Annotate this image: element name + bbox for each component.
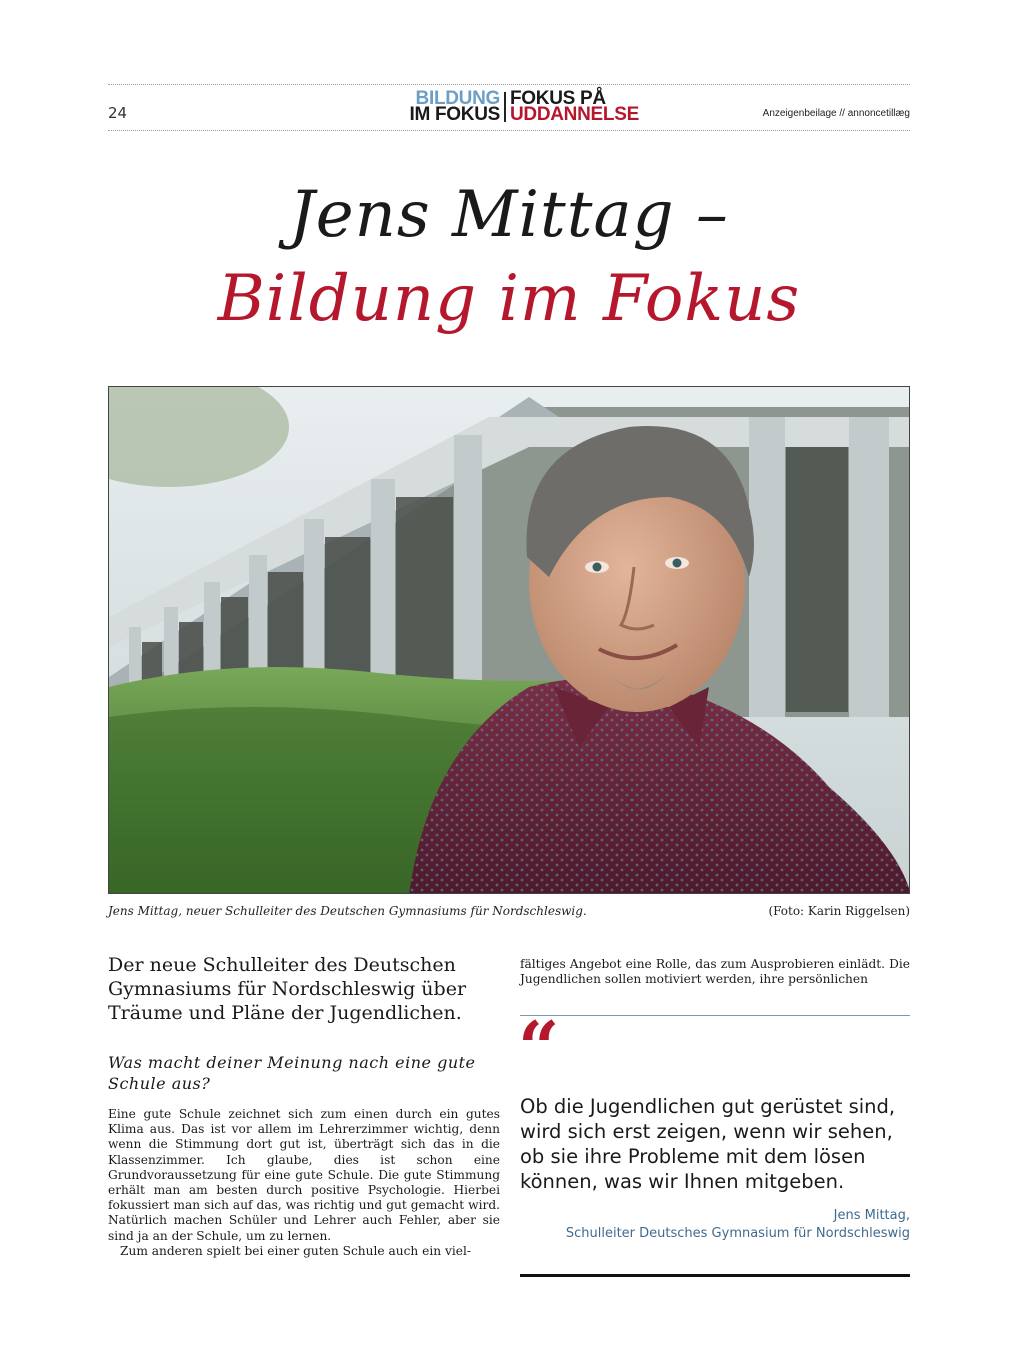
- body-paragraph-2-continued: fältiges Angebot eine Rolle, das zum Ausprobieren einlädt. Die Jugendlichen sollen motiviert werden, ihre persönlichen: [520, 957, 910, 987]
- portrait-photo: [108, 386, 910, 894]
- masthead-logo: [398, 89, 678, 127]
- header-rule-top: [108, 84, 910, 85]
- masthead-fokus-pa: FOKUS PÅ: [510, 88, 606, 109]
- quote-author-name: Jens Mittag,: [833, 1208, 910, 1223]
- photo-caption: Jens Mittag, neuer Schulleiter des Deutschen Gymnasiums für Nordschleswig.: [108, 904, 587, 918]
- interview-question: Was macht deiner Meinung nach eine gute Schule aus?: [108, 1053, 476, 1093]
- body-paragraph-2-start: Zum anderen spielt bei einer guten Schule auch ein viel-: [120, 1243, 471, 1258]
- article-body-column-1: [108, 1107, 500, 1259]
- page-number: 24: [108, 104, 128, 122]
- masthead-im-fokus: IM FOKUS: [409, 104, 500, 125]
- headline-name: Jens Mittag –: [289, 178, 729, 252]
- article-lead: Der neue Schulleiter des Deutschen Gymnasiums für Nordschleswig über Träume und Pläne der Jugendlichen.: [108, 954, 467, 1024]
- supplement-label: Anzeigenbeilage // annoncetillæg: [762, 108, 910, 119]
- quote-rule-top: [520, 1015, 910, 1016]
- photo-credit: (Foto: Karin Riggelsen): [768, 904, 910, 918]
- quote-rule-bottom: [520, 1274, 910, 1277]
- headline-subtitle: Bildung im Fokus: [217, 262, 801, 336]
- header-rule-bottom: [108, 130, 910, 131]
- pull-quote-text: Ob die Jugendlichen gut gerüstet sind, wird sich erst zeigen, wenn wir sehen, ob sie ihre Probleme mit dem lösen können, was wir Ihnen mitgeben.: [520, 1095, 896, 1193]
- masthead-uddannelse: UDDANNELSE: [510, 104, 639, 125]
- masthead-separator: [504, 92, 506, 122]
- body-paragraph-1: Eine gute Schule zeichnet sich zum einen durch ein gutes Klima aus. Das ist vor allem im Lehrerzimmer wichtig, denn wenn die Stimmung dort gut ist, überträgt sich das in die Klassenzimmer. Ich glaube, dies ist schon eine Grundvoraussetzung für eine gute Schule. Die gute Stimmung erhält man am besten durch positive Psychologie. Hierbei fokussiert man sich auf das, was richtig und gut gemacht wird. Natürlich machen Schüler und Lehrer auch Fehler, aber sie sind ja an der Schule, um zu lernen.: [108, 1107, 500, 1243]
- masthead-bildung: BILDUNG: [415, 88, 500, 109]
- quote-mark-icon: “: [518, 1005, 560, 1090]
- quote-author-role: Schulleiter Deutsches Gymnasium für Nordschleswig: [565, 1226, 910, 1241]
- pull-quote-author: [566, 1207, 910, 1243]
